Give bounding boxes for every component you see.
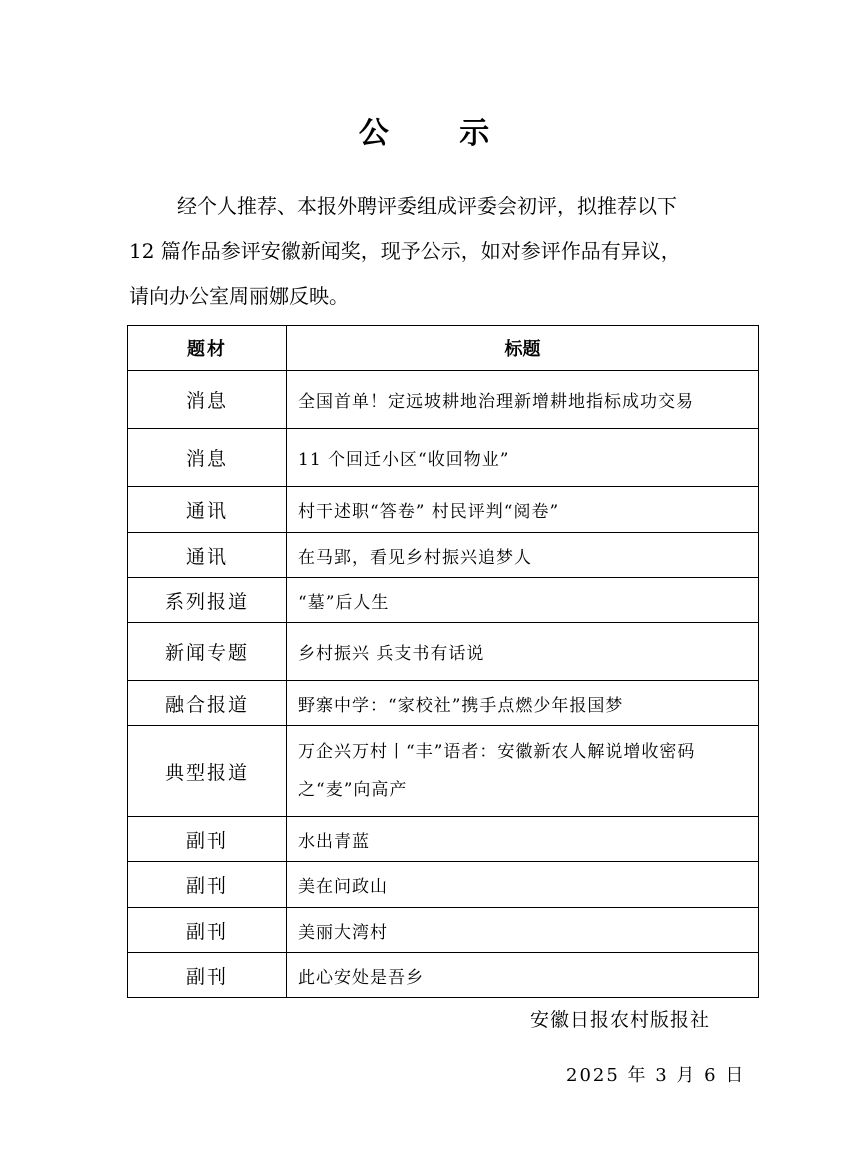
- headline-cell: 全国首单！定远坡耕地治理新增耕地指标成功交易: [287, 371, 759, 429]
- topic-cell: 消息: [128, 371, 287, 429]
- intro-line: 请向办公室周丽娜反映。: [129, 284, 349, 308]
- headline-cell: 美在问政山: [287, 862, 759, 908]
- headline-cell: 在马郢，看见乡村振兴追梦人: [287, 533, 759, 578]
- table-row: [128, 533, 759, 578]
- table-row: [128, 908, 759, 953]
- table-row: [128, 487, 759, 533]
- table-row: [128, 623, 759, 681]
- headline-cell: 村干述职“答卷” 村民评判“阅卷”: [287, 487, 759, 533]
- topic-cell: 典型报道: [128, 726, 287, 817]
- intro-line: 12 篇作品参评安徽新闻奖，现予公示，如对参评作品有异议，: [129, 239, 681, 263]
- headline-cell: 乡村振兴 兵支书有话说: [287, 623, 759, 681]
- topic-cell: 副刊: [128, 953, 287, 998]
- table-row: [128, 578, 759, 623]
- page-title: 公 示: [358, 116, 520, 151]
- table-row: [128, 953, 759, 998]
- table-row: [128, 429, 759, 487]
- table-row: [128, 862, 759, 908]
- headline-cell: [287, 726, 759, 817]
- issuer-signature: 安徽日报农村版报社: [530, 1009, 711, 1031]
- topic-cell: 副刊: [128, 817, 287, 862]
- headline-line: 万企兴万村丨“丰”语者：安徽新农人解说增收密码: [298, 742, 696, 762]
- table-header-row: [128, 326, 759, 371]
- headline-cell: 野寨中学：“家校社”携手点燃少年报国梦: [287, 681, 759, 726]
- table-row: [128, 681, 759, 726]
- intro-line: 经个人推荐、本报外聘评委组成评委会初评，拟推荐以下: [177, 194, 677, 218]
- headline-cell: 此心安处是吾乡: [287, 953, 759, 998]
- table-row: [128, 371, 759, 429]
- nominee-table: [127, 325, 759, 998]
- column-header-headline: 标题: [287, 326, 759, 371]
- intro-paragraph: [129, 184, 729, 319]
- topic-cell: 通讯: [128, 487, 287, 533]
- issue-date: 2025 年 3 月 6 日: [566, 1065, 746, 1086]
- topic-cell: 通讯: [128, 533, 287, 578]
- table-row: [128, 817, 759, 862]
- table-row: [128, 726, 759, 817]
- topic-cell: 融合报道: [128, 681, 287, 726]
- topic-cell: 系列报道: [128, 578, 287, 623]
- topic-cell: 副刊: [128, 908, 287, 953]
- headline-cell: 11 个回迁小区“收回物业”: [287, 429, 759, 487]
- headline-cell: 水出青蓝: [287, 817, 759, 862]
- topic-cell: 新闻专题: [128, 623, 287, 681]
- headline-line: 之“麦”向高产: [298, 780, 408, 800]
- topic-cell: 副刊: [128, 862, 287, 908]
- headline-cell: “墓”后人生: [287, 578, 759, 623]
- headline-cell: 美丽大湾村: [287, 908, 759, 953]
- topic-cell: 消息: [128, 429, 287, 487]
- column-header-topic: 题材: [128, 326, 287, 371]
